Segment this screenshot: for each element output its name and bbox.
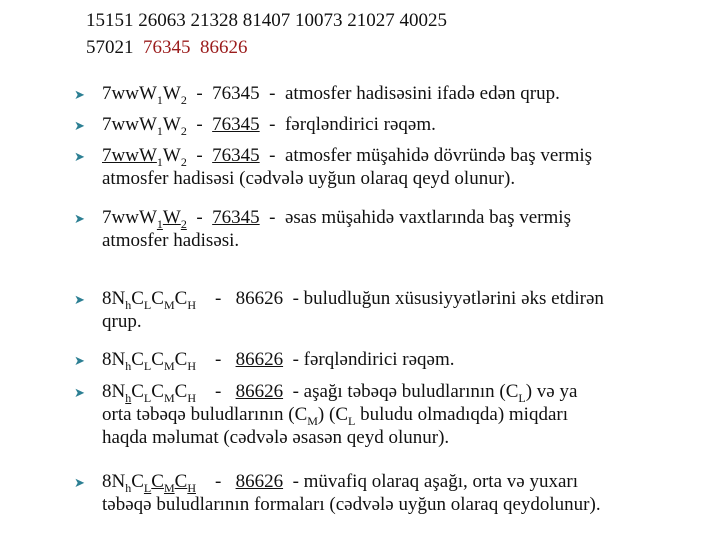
item-description-line-2: atmosfer hadisəsi. — [102, 230, 240, 251]
arrow-bullet-icon: ➤ — [74, 149, 85, 164]
arrow-bullet-icon: ➤ — [74, 87, 85, 102]
arrow-bullet-icon: ➤ — [74, 353, 85, 368]
item-description-line-2: atmosfer hadisəsi (cədvələ uyğun olaraq qeyd olunur). — [102, 168, 516, 189]
item-text: $8N_hC_LC_MC_H$ - 86626 - aşağı təbəqə buludlarının $(C_L)$ və ya orta təbəqə buludlarının $(C_M)$ ($C_L$ buludu olmadıqda) miqdarı haqda məlumat (cədvələ əsasən qeyd olunur). — [102, 381, 578, 448]
item-text: $7wwW_1W_2 - 76345$ - atmosfer müşahidə dövründə baş vermiş atmosfer hadisəsi (cədvələ uyğun olaraq qeyd olunur). — [102, 145, 593, 189]
list-item-7wwW1W2-3 — [74, 144, 714, 190]
list-item-7wwW1W2-2 — [74, 113, 714, 138]
item-text: $7wwW_1W_2 - 76345$ - fərqləndirici rəqəm. — [102, 114, 436, 138]
item-description: fərqləndirici rəqəm. — [284, 114, 436, 135]
item-text: $8N_hC_LC_MC_H$ - 86626 - müvafiq olaraq aşağı, orta və yuxarı təbəqə buludlarının formaları (cədvələ uyğun olaraq qeydolunur). — [102, 471, 601, 515]
code-line-1-text: 15151 26063 21328 81407 10073 21027 40025 — [86, 10, 447, 31]
item-description-line-3: haqda məlumat (cədvələ əsasən qeyd olunur). — [102, 427, 450, 448]
list-item-8NhCLCMCH-2 — [74, 348, 714, 373]
item-text: $7wwW_1W_2 - 76345$ - əsas müşahidə vaxtlarında baş vermiş atmosfer hadisəsi. — [102, 207, 571, 251]
item-description: - fərqləndirici rəqəm. — [292, 349, 455, 370]
list-item-8NhCLCMCH-4 — [74, 470, 714, 516]
arrow-bullet-icon: ➤ — [74, 118, 85, 133]
arrow-bullet-icon: ➤ — [74, 211, 85, 226]
item-description-line-2: təbəqə buludlarının formaları (cədvələ uyğun olaraq qeydolunur). — [102, 494, 601, 515]
item-description: atmosfer hadisəsini ifadə edən qrup. — [284, 83, 560, 104]
item-description: əsas müşahidə vaxtlarında baş vermiş — [284, 207, 571, 228]
arrow-bullet-icon: ➤ — [74, 385, 85, 400]
synop-code-line-2 — [86, 37, 248, 59]
code-group-86626: 86626 — [200, 37, 248, 58]
item-text: $7wwW_1W_2 - 76345$ - atmosfer hadisəsini ifadə edən qrup. — [102, 83, 560, 107]
item-text: $8N_hC_LC_MC_H$ - 86626 - fərqləndirici rəqəm. — [102, 349, 455, 373]
item-description: - aşağı təbəqə buludlarının (C — [292, 381, 519, 402]
arrow-bullet-icon: ➤ — [74, 292, 85, 307]
code-group-76345: 76345 — [143, 37, 191, 58]
list-item-8NhCLCMCH-1 — [74, 287, 714, 333]
code-group-57021: 57021 — [86, 37, 134, 58]
list-item-7wwW1W2-1 — [74, 82, 714, 107]
list-item-7wwW1W2-4 — [74, 206, 714, 252]
item-description-line-2: qrup. — [102, 311, 142, 332]
list-item-8NhCLCMCH-3 — [74, 380, 714, 449]
synop-code-line-1 — [86, 10, 447, 32]
arrow-bullet-icon: ➤ — [74, 475, 85, 490]
item-description: - buludluğun xüsusiyyətlərini əks etdirən — [292, 288, 604, 309]
item-description: atmosfer müşahidə dövründə baş vermiş — [284, 145, 593, 166]
item-text: $8N_hC_LC_MC_H$ - 86626 - buludluğun xüsusiyyətlərini əks etdirən qrup. — [102, 288, 604, 332]
item-description-line-2: orta təbəqə buludlarının (C — [102, 404, 308, 425]
item-description: - müvafiq olaraq aşağı, orta və yuxarı — [292, 471, 578, 492]
